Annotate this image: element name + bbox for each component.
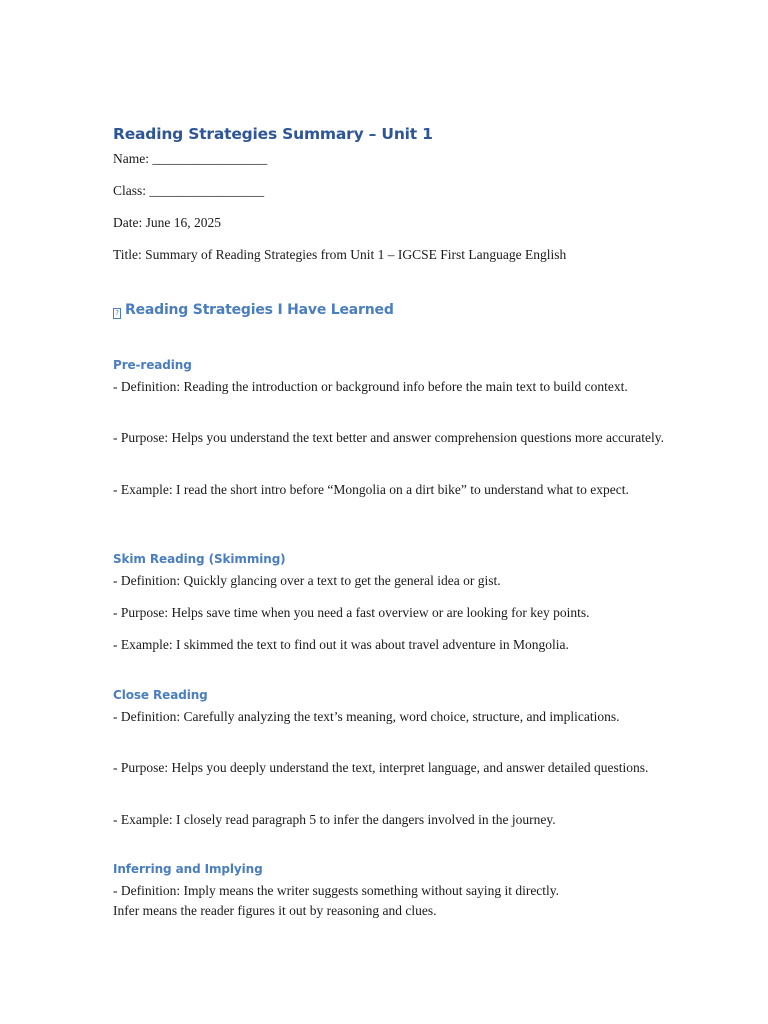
document-title: Reading Strategies Summary – Unit 1 (113, 125, 433, 143)
strategy-example: - Example: I read the short intro before “Mongolia on a dirt bike” to understand what to expect. (113, 482, 629, 497)
strategy-name-pre-reading: Pre-reading (113, 358, 192, 372)
strategy-name-close-reading: Close Reading (113, 688, 208, 702)
name-field: Name: _________________ (113, 151, 268, 166)
strategy-definition: - Definition: Carefully analyzing the text’s meaning, word choice, structure, and implications. (113, 709, 620, 724)
strategy-name-skim-reading: Skim Reading (Skimming) (113, 552, 286, 566)
strategy-name-inferring-implying: Inferring and Implying (113, 862, 263, 876)
class-field: Class: _________________ (113, 183, 265, 198)
title-field: Title: Summary of Reading Strategies from Unit 1 – IGCSE First Language English (113, 247, 567, 262)
section-heading-text: Reading Strategies I Have Learned (125, 302, 394, 318)
date-field: Date: June 16, 2025 (113, 215, 221, 230)
strategy-purpose: - Purpose: Helps you deeply understand the text, interpret language, and answer detailed questions. (113, 760, 649, 775)
strategy-definition: - Definition: Reading the introduction or background info before the main text to build context. (113, 379, 628, 394)
section-heading (113, 302, 394, 319)
strategy-definition: - Definition: Quickly glancing over a text to get the general idea or gist. (113, 573, 501, 588)
unknown-glyph-icon: ? (113, 308, 121, 319)
strategy-definition: - Definition: Imply means the writer suggests something without saying it directly. (113, 883, 560, 898)
strategy-example: - Example: I skimmed the text to find out it was about travel adventure in Mongolia. (113, 637, 569, 652)
strategy-definition-continued: Infer means the reader figures it out by reasoning and clues. (113, 903, 437, 918)
strategy-example: - Example: I closely read paragraph 5 to infer the dangers involved in the journey. (113, 812, 556, 827)
strategy-purpose: - Purpose: Helps save time when you need a fast overview or are looking for key points. (113, 605, 590, 620)
strategy-purpose: - Purpose: Helps you understand the text better and answer comprehension questions more accurately. (113, 430, 664, 445)
